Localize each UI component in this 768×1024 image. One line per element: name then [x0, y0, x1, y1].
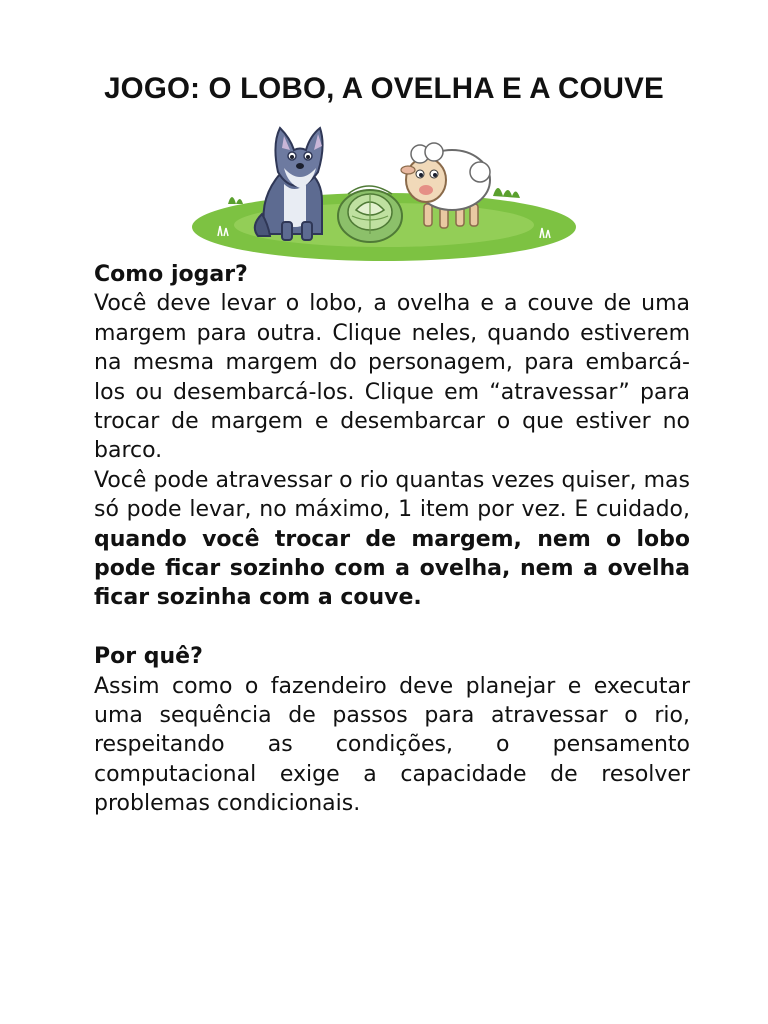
game-illustration: [188, 124, 580, 266]
wolf-icon: [255, 128, 323, 240]
instructions: [94, 260, 690, 819]
how-to-play-paragraph-2: [94, 466, 690, 613]
page-title: JOGO: O LOBO, A OVELHA E A COUVE: [104, 72, 664, 105]
how-to-play-paragraph-2-text: Você pode atravessar o rio quantas vezes quiser, mas só pode levar, no máximo, 1 item por vez. E cuidado,: [94, 467, 690, 523]
how-to-play-paragraph-1: Você deve levar o lobo, a ovelha e a couve de uma margem para outra. Clique neles, quando estiverem na mesma margem do personagem, para embarcá-los ou desembarcá-los. Clique em “atravessar” para trocar de margem e desembarcar o que estiver no barco.: [94, 291, 690, 464]
warning-text: quando você trocar de margem, nem o lobo pode ficar sozinho com a ovelha, nem a ovelha ficar sozinha com a couve.: [94, 526, 690, 611]
why-paragraph: Assim como o fazendeiro deve planejar e executar uma sequência de passos para atravessar o rio, respeitando as condições, o pensamento computacional exige a capacidade de resolver problemas condicionais.: [94, 673, 690, 817]
why-heading: Por quê?: [94, 644, 203, 670]
how-to-play-heading: Como jogar?: [94, 262, 248, 287]
paragraph-spacer: [94, 613, 690, 642]
